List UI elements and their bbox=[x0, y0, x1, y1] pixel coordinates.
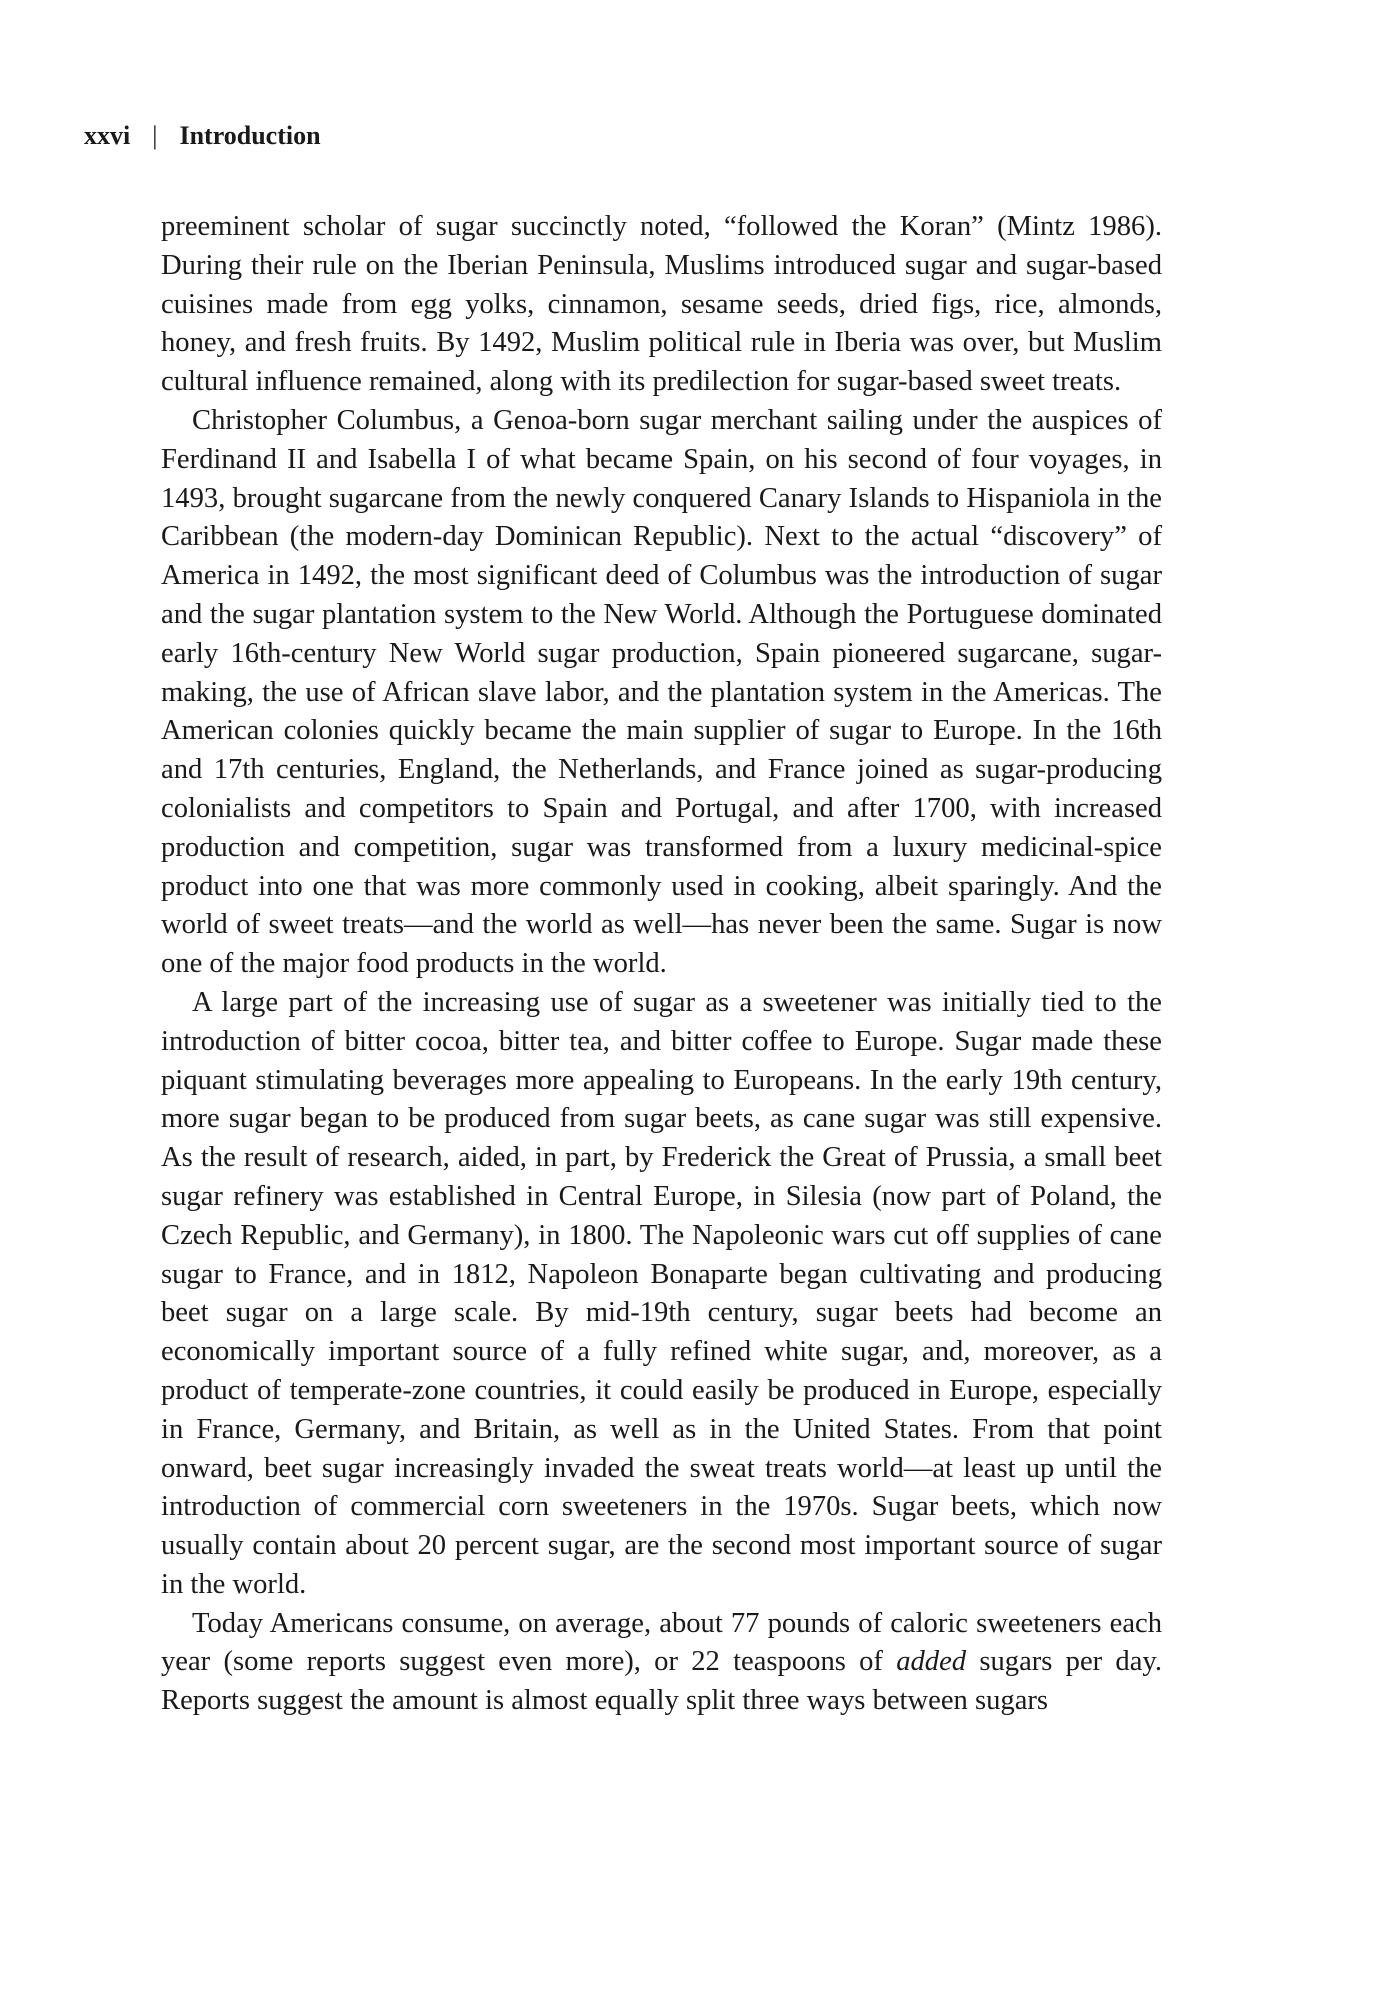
paragraph-1: preeminent scholar of sugar succinctly noted, “followed the Koran” (Mintz 1986). During their rule on the Iberian Peninsula, Muslims introduced sugar and sugar-based cuisines made from egg yolks, cinnamon, sesame seeds, dried figs, rice, almonds, honey, and fresh fruits. By 1492, Muslim political rule in Iberia was over, but Muslim cultural influence remained, along with its predilection for sugar-based sweet treats. bbox=[161, 211, 1162, 398]
body-text bbox=[161, 208, 1162, 1721]
header-separator: | bbox=[152, 121, 158, 150]
paragraph-4-text-after: sugars per day. Reports suggest the amount is almost equally split three ways between sugars bbox=[161, 1646, 1163, 1717]
page-number: xxvi bbox=[84, 121, 131, 150]
paragraph-4 bbox=[161, 1605, 1162, 1721]
paragraph-4-text-before: Today Americans consume, on average, about 77 pounds of caloric sweeteners each year (some reports suggest even more), or 22 teaspoons of bbox=[161, 1607, 1162, 1678]
running-head bbox=[84, 118, 321, 154]
paragraph-4-emphasis: added bbox=[896, 1646, 967, 1678]
section-title: Introduction bbox=[179, 121, 321, 150]
paragraph-2: Christopher Columbus, a Genoa-born sugar merchant sailing under the auspices of Ferdinand II and Isabella I of what became Spain, on his second of four voyages, in 1493, brought sugarcane from the newly conquered Canary Islands to Hispaniola in the Caribbean (the modern-day Dominican Republic). Next to the actual “discovery” of America in 1492, the most significant deed of Columbus was the introduction of sugar and the sugar plantation system to the New World. Although the Portuguese dominated early 16th-century New World sugar production, Spain pioneered sugarcane, sugar-making, the use of African slave labor, and the plantation system in the Americas. The American colonies quickly became the main supplier of sugar to Europe. In the 16th and 17th centuries, England, the Netherlands, and France joined as sugar-producing colonialists and competitors to Spain and Portugal, and after 1700, with increased production and competition, sugar was transformed from a luxury medicinal-spice product into one that was more commonly used in cooking, albeit sparingly. And the world of sweet treats—and the world as well—has never been the same. Sugar is now one of the major food products in the world. bbox=[161, 404, 1162, 980]
paragraph-3: A large part of the increasing use of sugar as a sweetener was initially tied to the introduction of bitter cocoa, bitter tea, and bitter coffee to Europe. Sugar made these piquant stimulating beverages more appealing to Europeans. In the early 19th century, more sugar began to be produced from sugar beets, as cane sugar was still expensive. As the result of research, aided, in part, by Frederick the Great of Prussia, a small beet sugar refinery was established in Central Europe, in Silesia (now part of Poland, the Czech Republic, and Germany), in 1800. The Napoleonic wars cut off supplies of cane sugar to France, and in 1812, Napoleon Bonaparte began cultivating and producing beet sugar on a large scale. By mid-19th century, sugar beets had become an economically important source of a fully refined white sugar, and, moreover, as a product of temperate-zone countries, it could easily be produced in Europe, especially in France, Germany, and Britain, as well as in the United States. From that point onward, beet sugar increasingly invaded the sweat treats world—at least up until the introduction of commercial corn sweeteners in the 1970s. Sugar beets, which now usually contain about 20 percent sugar, are the second most important source of sugar in the world. bbox=[161, 986, 1162, 1600]
